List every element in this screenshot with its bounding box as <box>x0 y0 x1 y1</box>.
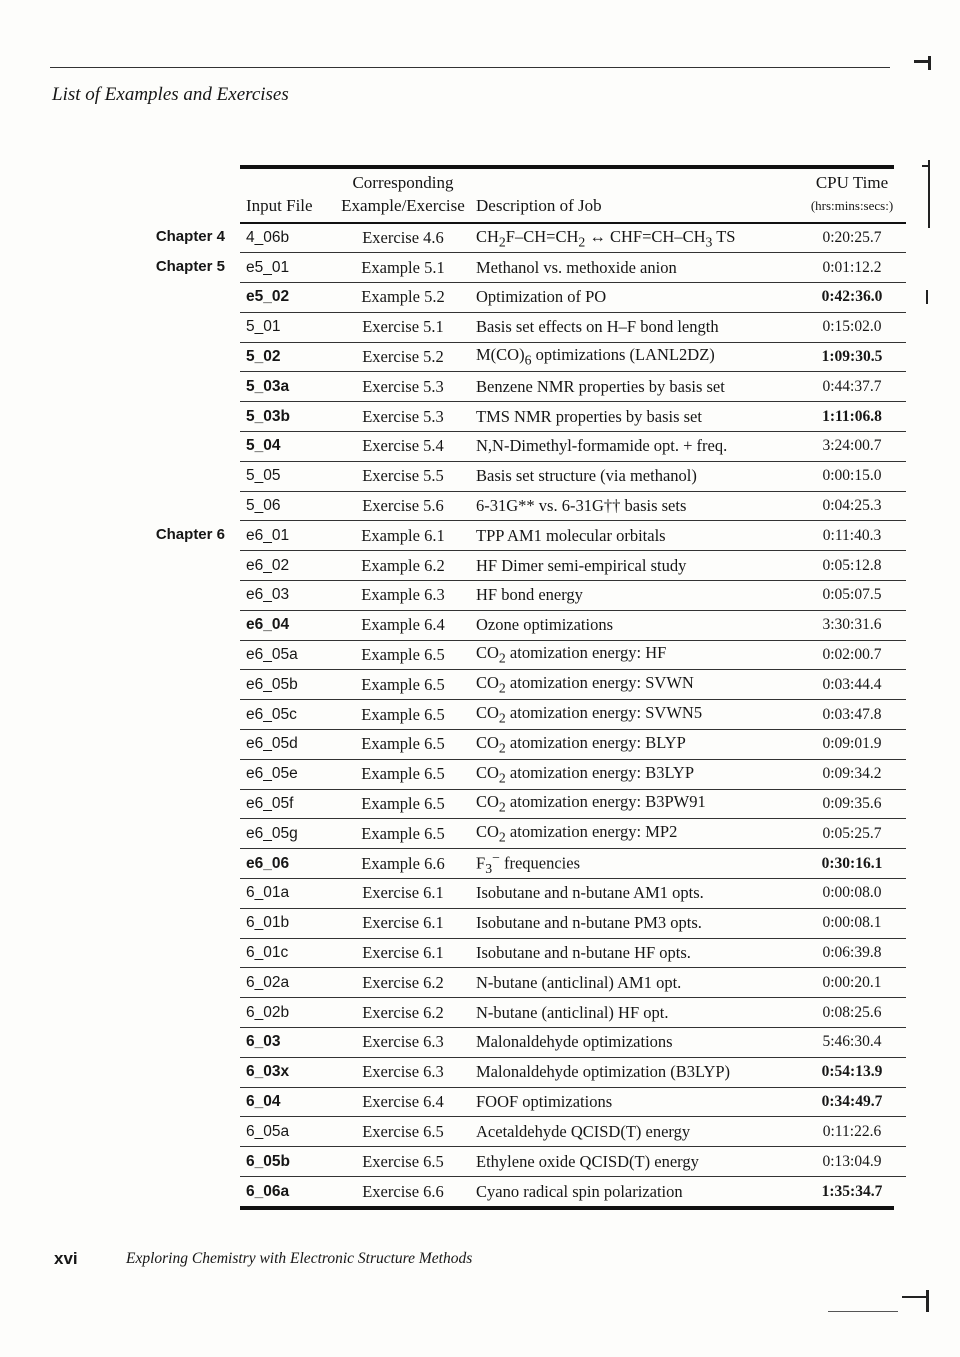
cpu-time-cell: 0:13:04.9 <box>822 1152 882 1170</box>
input-file-cell: 5_05 <box>246 467 281 485</box>
example-cell: Exercise 6.5 <box>362 1121 444 1141</box>
description-cell: N-butane (anticlinal) AM1 opt. <box>476 972 682 992</box>
input-file-cell: 6_01c <box>246 944 289 962</box>
table-body <box>240 223 906 1206</box>
example-cell: Example 6.5 <box>361 794 445 814</box>
table-row <box>240 789 906 819</box>
book-title: Exploring Chemistry with Electronic Structure Methods <box>126 1250 473 1267</box>
cpu-time-cell: 0:09:01.9 <box>822 735 882 753</box>
header-cpu-line2: (hrs:mins:secs:) <box>810 198 894 213</box>
example-cell: Example 6.6 <box>361 853 445 873</box>
table-row <box>240 819 906 849</box>
example-cell: Exercise 6.4 <box>362 1092 444 1111</box>
cpu-time-cell: 0:11:22.6 <box>822 1122 882 1140</box>
input-file-cell: e6_06 <box>246 854 290 872</box>
description-cell: HF Dimer semi-empirical study <box>476 555 687 575</box>
input-file-cell: 6_02a <box>246 973 290 991</box>
description-cell: $M(CO)_6$ optimizations (LANL2DZ) <box>476 345 715 368</box>
input-file-cell: e5_02 <box>246 288 290 306</box>
description-cell: $CO_2$ atomization energy: SVWN5 <box>476 703 703 726</box>
chapter-label: Chapter 5 <box>155 258 225 275</box>
bottom-rule <box>828 1311 898 1312</box>
examples-table-grid <box>240 169 906 1206</box>
top-rule <box>50 67 890 68</box>
example-cell: Example 6.1 <box>361 525 445 545</box>
table-row <box>240 491 906 521</box>
description-cell: TMS NMR properties by basis set <box>476 406 702 426</box>
example-cell: Exercise 6.1 <box>362 883 444 903</box>
input-file-cell: e6_01 <box>246 526 290 544</box>
input-file-cell: e6_05f <box>246 795 294 813</box>
table-row <box>240 759 906 789</box>
table-row <box>240 1057 906 1087</box>
example-cell: Exercise 6.1 <box>362 943 444 963</box>
cpu-time-cell: 0:05:12.8 <box>822 556 882 574</box>
table-row <box>240 223 906 253</box>
input-file-cell: e6_05a <box>246 646 298 664</box>
cpu-time-cell: 0:03:44.4 <box>822 675 882 693</box>
cpu-time-cell: 0:04:25.3 <box>822 497 882 515</box>
description-cell: Ethylene oxide QCISD(T) energy <box>476 1151 699 1171</box>
example-cell: Example 6.2 <box>361 555 445 575</box>
input-file-cell: e6_05b <box>246 675 298 693</box>
table-row <box>240 1087 906 1117</box>
example-cell: Example 6.3 <box>361 585 445 605</box>
input-file-cell: 6_05b <box>246 1152 290 1170</box>
cpu-time-cell: 0:30:16.1 <box>821 854 883 872</box>
description-cell: Methanol vs. methoxide anion <box>476 257 677 277</box>
description-cell: $CO_2$ atomization energy: MP2 <box>476 822 678 845</box>
input-file-cell: 6_05a <box>246 1122 290 1140</box>
table-row <box>240 1117 906 1147</box>
input-file-cell: 5_03a <box>246 377 290 395</box>
example-cell: Exercise 6.6 <box>362 1181 444 1201</box>
header-input-file: Input File <box>246 196 313 215</box>
cpu-time-cell: 1:35:34.7 <box>821 1182 883 1200</box>
input-file-cell: e6_05g <box>246 824 298 842</box>
table-header-row <box>240 169 906 223</box>
cpu-time-cell: 0:34:49.7 <box>821 1093 883 1110</box>
description-cell: $CO_2$ atomization energy: BLYP <box>476 732 686 756</box>
example-cell: Example 5.1 <box>361 257 445 277</box>
table-row <box>240 1147 906 1177</box>
input-file-cell: e6_03 <box>246 586 290 604</box>
example-cell: Exercise 5.4 <box>362 436 444 456</box>
table-row <box>240 670 906 700</box>
cpu-time-cell: 5:46:30.4 <box>822 1033 882 1051</box>
description-cell: HF bond energy <box>476 585 583 605</box>
input-file-cell: 6_06a <box>246 1182 290 1200</box>
example-cell: Exercise 5.6 <box>362 496 444 516</box>
cpu-time-cell: 0:44:37.7 <box>822 377 882 395</box>
input-file-cell: e6_02 <box>246 556 290 574</box>
table-row <box>240 312 906 342</box>
header-example <box>336 169 470 223</box>
example-cell: Example 6.5 <box>361 734 445 754</box>
input-file-cell: 4_06b <box>246 229 290 247</box>
table-row <box>240 432 906 462</box>
table-row <box>240 849 906 879</box>
page-number: xvi <box>54 1249 78 1268</box>
input-file-cell: 6_02b <box>246 1003 290 1021</box>
examples-table <box>240 165 894 1210</box>
table-row <box>240 998 906 1028</box>
example-cell: Exercise 6.3 <box>362 1062 444 1082</box>
example-cell: Exercise 6.2 <box>362 1002 444 1022</box>
table-row <box>240 283 906 313</box>
description-cell: Malonaldehyde optimizations <box>476 1032 673 1052</box>
description-cell: 6-31G** vs. 6-31G†† basis sets <box>476 496 687 516</box>
input-file-cell: 5_06 <box>246 497 281 515</box>
example-cell: Exercise 5.5 <box>362 466 444 486</box>
table-row <box>240 968 906 998</box>
example-cell: Exercise 5.3 <box>362 376 444 396</box>
description-cell: $CH_2F-CH=CH_2$ ↔ $CHF=CH-CH_3$ TS <box>476 226 736 249</box>
example-cell: Example 6.5 <box>361 645 445 665</box>
table-row <box>240 700 906 730</box>
header-cpu-time <box>798 169 906 223</box>
header-example-line2: Example/Exercise <box>341 196 465 215</box>
description-cell: Ozone optimizations <box>476 615 614 635</box>
example-cell: Exercise 4.6 <box>362 228 444 248</box>
cpu-time-cell: 3:24:00.7 <box>822 437 882 455</box>
example-cell: Example 6.5 <box>361 674 445 694</box>
cpu-time-cell: 0:00:08.1 <box>822 914 882 932</box>
example-cell: Example 6.4 <box>361 615 445 635</box>
header-description: Description of Job <box>476 196 602 215</box>
cpu-time-cell: 0:54:13.9 <box>821 1063 883 1081</box>
example-cell: Exercise 6.1 <box>362 913 444 933</box>
description-cell: $CO_2$ atomization energy: SVWN <box>476 673 694 696</box>
cpu-time-cell: 0:00:08.0 <box>822 884 882 902</box>
example-cell: Exercise 5.3 <box>362 406 444 426</box>
description-cell: Isobutane and n-butane AM1 opts. <box>476 883 704 903</box>
cpu-time-cell: 0:03:47.8 <box>822 705 882 723</box>
cpu-time-cell: 1:09:30.5 <box>821 348 883 366</box>
example-cell: Exercise 6.3 <box>362 1032 444 1052</box>
header-example-line1: Corresponding <box>352 173 454 192</box>
table-row <box>240 610 906 640</box>
cpu-time-cell: 3:30:31.6 <box>822 616 882 634</box>
table-row <box>240 640 906 670</box>
description-cell: $CO_2$ atomization energy: B3LYP <box>476 762 695 785</box>
table-row <box>240 730 906 760</box>
input-file-cell: 6_04 <box>246 1093 281 1110</box>
description-cell: TPP AM1 molecular orbitals <box>476 525 666 545</box>
input-file-cell: 5_01 <box>246 318 281 336</box>
description-cell: Cyano radical spin polarization <box>476 1181 683 1201</box>
description-cell: $CO_2$ atomization energy: HF <box>476 643 667 666</box>
table-row <box>240 342 906 372</box>
chapter-label: Chapter 6 <box>155 526 225 543</box>
description-cell: Isobutane and n-butane PM3 opts. <box>476 913 702 933</box>
cpu-time-cell: 0:11:40.3 <box>822 526 882 544</box>
table-row <box>240 551 906 581</box>
input-file-cell: 5_04 <box>246 437 281 455</box>
input-file-cell: 5_03b <box>246 407 290 425</box>
table-row <box>240 461 906 491</box>
input-file-cell: e6_05d <box>246 735 298 753</box>
cpu-time-cell: 0:15:02.0 <box>822 318 882 336</box>
description-cell: $CO_2$ atomization energy: B3PW91 <box>476 792 706 815</box>
table-row <box>240 521 906 551</box>
table-row <box>240 879 906 909</box>
input-file-cell: 6_01b <box>246 914 290 932</box>
cpu-time-cell: 0:01:12.2 <box>822 258 882 276</box>
description-cell: Optimization of PO <box>476 287 607 307</box>
example-cell: Example 6.5 <box>361 823 445 843</box>
cpu-time-cell: 0:00:15.0 <box>822 467 882 485</box>
cpu-time-cell: 0:20:25.7 <box>822 229 882 247</box>
cpu-time-cell: 1:11:06.8 <box>822 407 882 425</box>
example-cell: Exercise 6.5 <box>362 1151 444 1171</box>
header-cpu-line1: CPU Time <box>815 173 889 192</box>
table-bottom-rule <box>240 1206 894 1210</box>
cpu-time-cell: 0:08:25.6 <box>822 1003 882 1021</box>
description-cell: FOOF optimizations <box>476 1092 613 1111</box>
table-row <box>240 908 906 938</box>
table-row <box>240 372 906 402</box>
input-file-cell: e5_01 <box>246 258 290 276</box>
example-cell: Exercise 5.2 <box>362 347 444 367</box>
running-head: List of Examples and Exercises <box>52 84 289 105</box>
description-cell: Isobutane and n-butane HF opts. <box>476 943 691 963</box>
input-file-cell: e6_04 <box>246 616 290 634</box>
input-file-cell: e6_05e <box>246 765 298 783</box>
input-file-cell: 5_02 <box>246 348 281 366</box>
cpu-time-cell: 0:00:20.1 <box>822 973 882 991</box>
chapter-label: Chapter 4 <box>155 228 225 245</box>
example-cell: Exercise 6.2 <box>362 972 444 992</box>
cpu-time-cell: 0:09:35.6 <box>822 795 882 813</box>
cpu-time-cell: 0:05:07.5 <box>822 586 882 604</box>
input-file-cell: e6_05c <box>246 705 297 723</box>
example-cell: Exercise 5.1 <box>362 317 444 337</box>
example-cell: Example 5.2 <box>361 287 445 307</box>
table-row <box>240 402 906 432</box>
cpu-time-cell: 0:05:25.7 <box>822 824 882 842</box>
example-cell: Example 6.5 <box>361 704 445 724</box>
description-cell: Benzene NMR properties by basis set <box>476 376 725 396</box>
input-file-cell: 6_03 <box>246 1033 281 1051</box>
cpu-time-cell: 0:02:00.7 <box>822 646 882 664</box>
table-row <box>240 253 906 283</box>
table-row <box>240 1028 906 1058</box>
table-row <box>240 581 906 611</box>
table-row <box>240 1177 906 1207</box>
description-cell: $F_3^-$ frequencies <box>476 850 580 877</box>
example-cell: Example 6.5 <box>361 764 445 784</box>
cpu-time-cell: 0:06:39.8 <box>822 944 882 962</box>
cpu-time-cell: 0:42:36.0 <box>821 288 883 306</box>
input-file-cell: 6_01a <box>246 884 290 902</box>
description-cell: Malonaldehyde optimization (B3LYP) <box>476 1062 731 1082</box>
table-row <box>240 938 906 968</box>
input-file-cell: 6_03x <box>246 1063 290 1081</box>
description-cell: Basis set structure (via methanol) <box>476 466 697 486</box>
description-cell: Acetaldehyde QCISD(T) energy <box>476 1121 691 1141</box>
cpu-time-cell: 0:09:34.2 <box>822 765 882 783</box>
description-cell: N,N-Dimethyl-formamide opt. + freq. <box>476 436 728 456</box>
description-cell: N-butane (anticlinal) HF opt. <box>476 1002 669 1022</box>
description-cell: Basis set effects on H–F bond length <box>476 317 719 337</box>
